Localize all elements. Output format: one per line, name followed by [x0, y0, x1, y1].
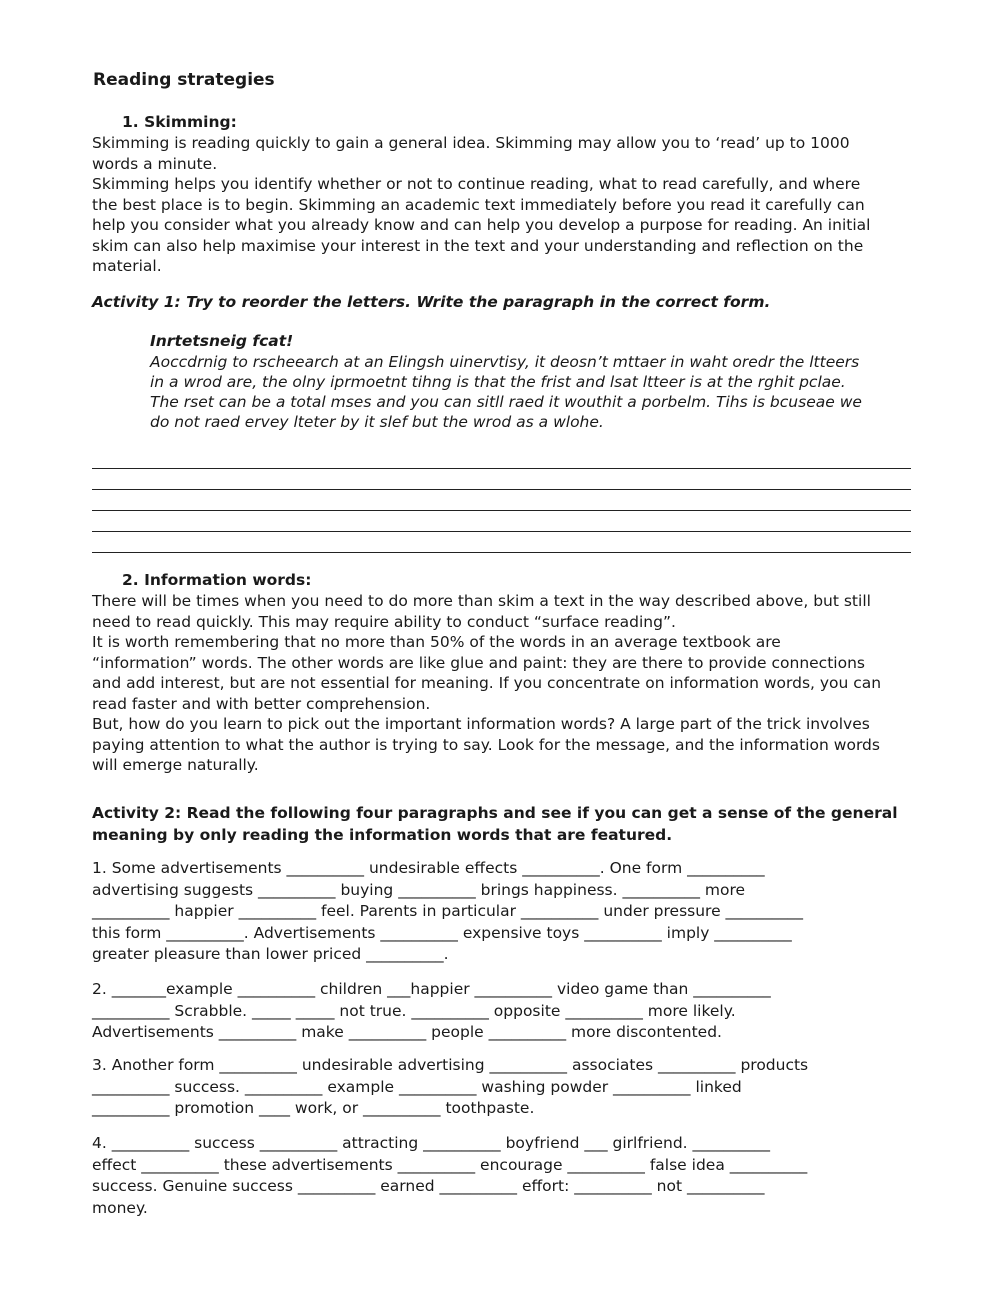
information-words-heading: 2. Information words:	[122, 571, 312, 589]
puzzle-text: Aoccdrnig to rscheearch at an Elingsh uinervtisy, it deosn’t mttaer in waht oredr the ltteers in a wrod are, the olny iprmoetnt tihng is that the frist and lsat ltteer is at the rghit pclae. The rset can be a total mses and you can sitll raed it wouthit a porbelm. Tihs is bcuseae we do not raed ervey lteter by it slef but the wrod as a wlohe.	[150, 353, 862, 431]
answer-line[interactable]	[92, 510, 911, 511]
answer-line[interactable]	[92, 489, 911, 490]
exercise-paragraph-1: 1. Some advertisements __________ undesirable effects __________. One form __________ advertising suggests __________ buying __________ brings happiness. __________ more __________ happier __________ feel. Parents in particular __________ under pressure __________ this form __________. Advertisements __________ expensive toys __________ imply __________ greater pleasure than lower priced __________.	[92, 859, 804, 963]
answer-line[interactable]	[92, 531, 911, 532]
skimming-paragraph: Skimming is reading quickly to gain a general idea. Skimming may allow you to ‘read’ up to 1000 words a minute. Skimming helps you identify whether or not to continue reading, what to read carefully, and where the best place is to begin. Skimming an academic text immediately before you read it carefully can help you consider what you already know and can help you develop a purpose for reading. An initial skim can also help maximise your interest in the text and your understanding and reflection on the material.	[92, 134, 871, 275]
puzzle-title: Inrtetsneig fcat!	[150, 332, 294, 350]
activity1-instruction: Activity 1: Try to reorder the letters. Write the paragraph in the correct form.	[92, 293, 771, 311]
answer-line[interactable]	[92, 468, 911, 469]
exercise-paragraph-2: 2. _______example __________ children ___happier __________ video game than __________ __________ Scrabble. _____ _____ not true. __________ opposite __________ more likely. Advertisements __________ make __________ people __________ more discontented.	[92, 980, 771, 1041]
exercise-paragraph-4: 4. __________ success __________ attracting __________ boyfriend ___ girlfriend. __________ effect __________ these advertisements __________ encourage __________ false idea __________ success. Genuine success __________ earned __________ effort: __________ not __________ money.	[92, 1134, 808, 1217]
answer-line[interactable]	[92, 552, 911, 553]
activity2-instruction: Activity 2: Read the following four paragraphs and see if you can get a sense of the general meaning by only reading the information words that are featured.	[92, 804, 898, 844]
information-words-paragraph: There will be times when you need to do more than skim a text in the way described above, but still need to read quickly. This may require ability to conduct “surface reading”. It is worth remembering that no more than 50% of the words in an average textbook are “information” words. The other words are like glue and paint: they are there to provide connections and add interest, but are not essential for meaning. If you concentrate on information words, you can read faster and with better comprehension. But, how do you learn to pick out the important information words? A large part of the trick involves paying attention to what the author is trying to say. Look for the message, and the information words will emerge naturally.	[92, 592, 882, 774]
page-title: Reading strategies	[93, 70, 275, 90]
exercise-paragraph-3: 3. Another form __________ undesirable advertising __________ associates __________ products __________ success. __________ example __________ washing powder __________ linked __________ promotion ____ work, or __________ toothpaste.	[92, 1056, 809, 1117]
skimming-heading: 1. Skimming:	[122, 113, 237, 131]
